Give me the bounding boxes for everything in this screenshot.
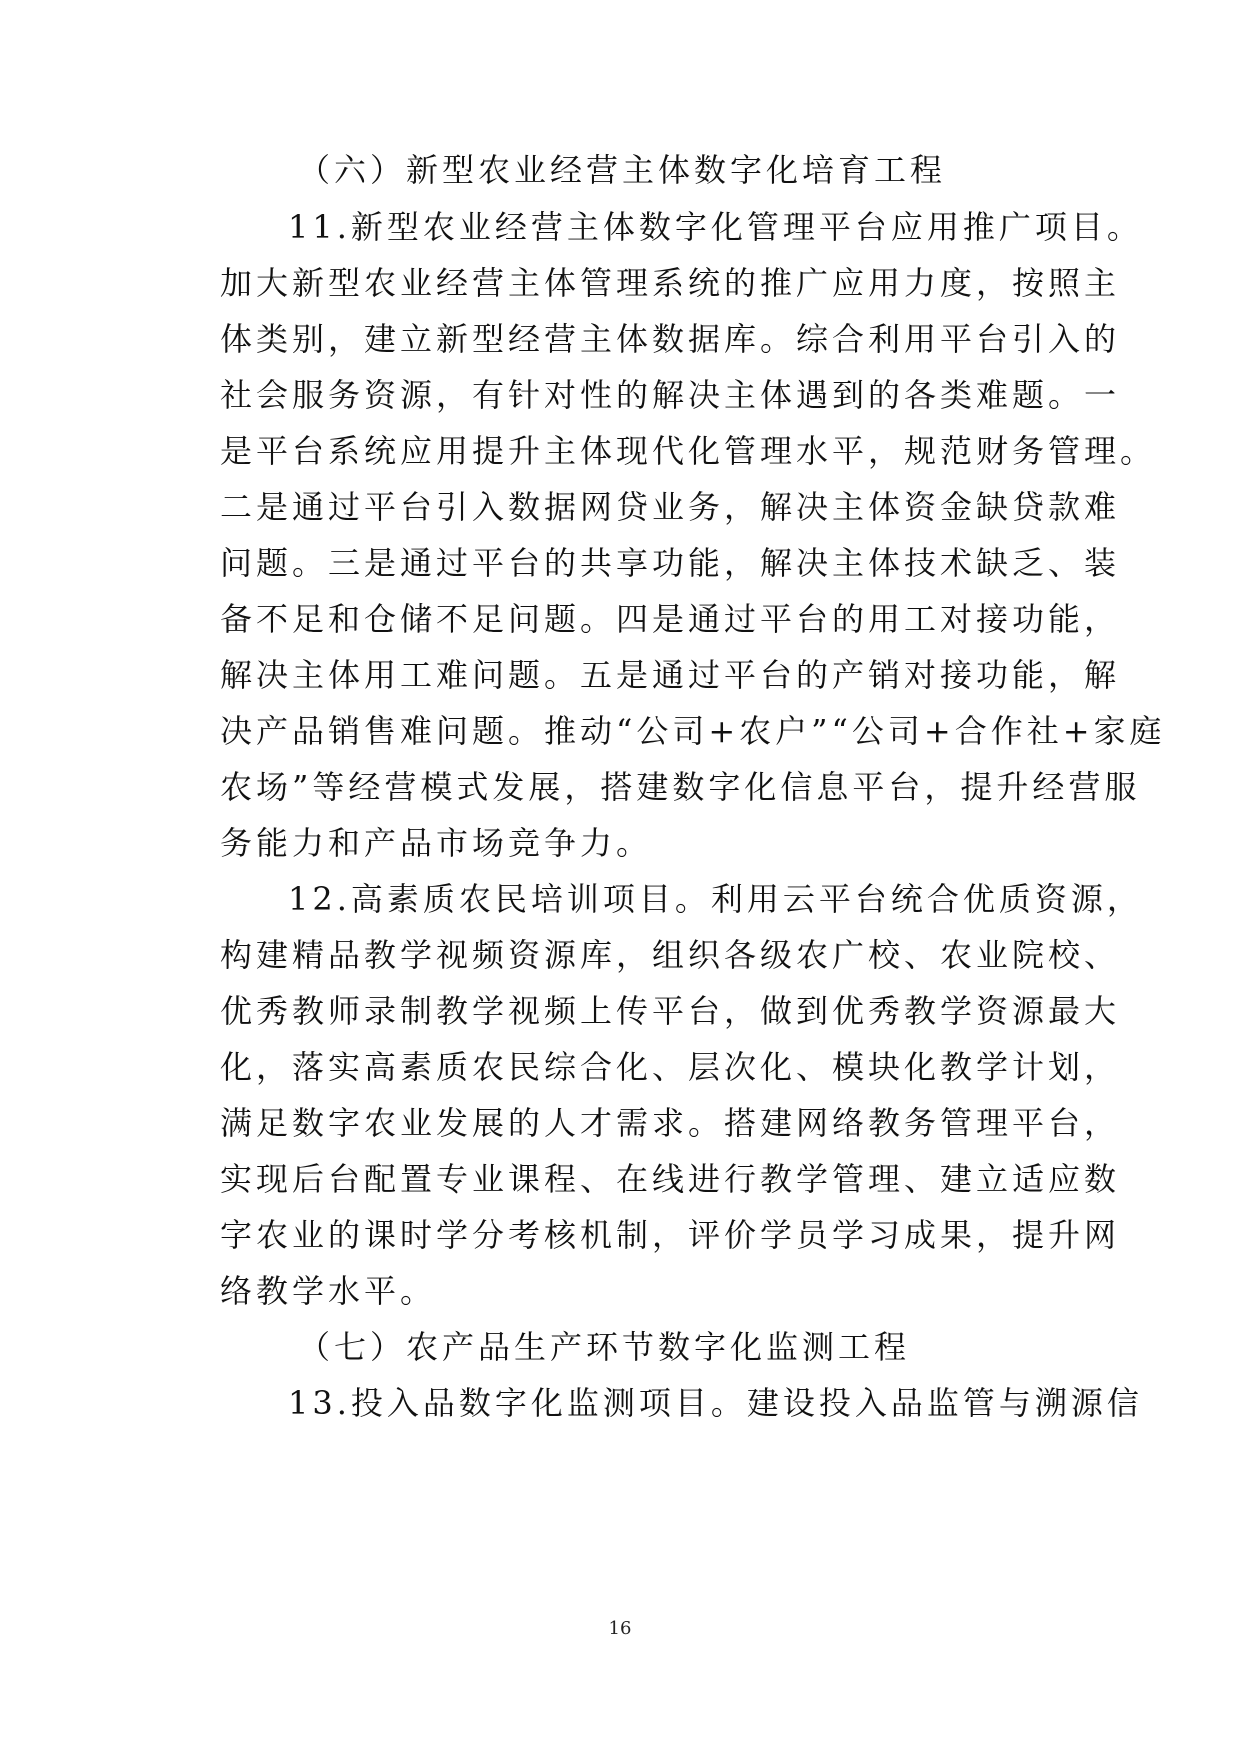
section-heading-6: （六）新型农业经营主体数字化培育工程 bbox=[298, 151, 947, 189]
item-11-line-11: 农场”等经营模式发展，搭建数字化信息平台，提升经营服 bbox=[220, 768, 1141, 806]
item-11-line-7: 问题。三是通过平台的共享功能，解决主体技术缺乏、装 bbox=[220, 544, 1121, 582]
item-11-line-4: 社会服务资源，有针对性的解决主体遇到的各类难题。一 bbox=[220, 376, 1121, 414]
item-11-line-12: 务能力和产品市场竞争力。 bbox=[220, 824, 653, 862]
item-12-line-7: 字农业的课时学分考核机制，评价学员学习成果，提升网 bbox=[220, 1216, 1121, 1254]
section-heading-7: （七）农产品生产环节数字化监测工程 bbox=[298, 1328, 911, 1366]
item-11-line-2: 加大新型农业经营主体管理系统的推广应用力度，按照主 bbox=[220, 264, 1121, 302]
item-13-line-1: 13.投入品数字化监测项目。建设投入品监管与溯源信 bbox=[288, 1384, 1143, 1422]
item-12-line-5: 满足数字农业发展的人才需求。搭建网络教务管理平台， bbox=[220, 1104, 1121, 1142]
item-11-line-5: 是平台系统应用提升主体现代化管理水平，规范财务管理。 bbox=[220, 432, 1157, 470]
item-11-line-8: 备不足和仓储不足问题。四是通过平台的用工对接功能， bbox=[220, 600, 1121, 638]
item-12-line-4: 化，落实高素质农民综合化、层次化、模块化教学计划， bbox=[220, 1048, 1121, 1086]
item-12-line-1: 12.高素质农民培训项目。利用云平台统合优质资源， bbox=[288, 880, 1143, 918]
page-number: 16 bbox=[608, 1618, 632, 1639]
item-11-line-9: 解决主体用工难问题。五是通过平台的产销对接功能，解 bbox=[220, 656, 1121, 694]
item-11-line-6: 二是通过平台引入数据网贷业务，解决主体资金缺贷款难 bbox=[220, 488, 1121, 526]
item-12-line-6: 实现后台配置专业课程、在线进行教学管理、建立适应数 bbox=[220, 1160, 1121, 1198]
item-12-line-2: 构建精品教学视频资源库，组织各级农广校、农业院校、 bbox=[220, 936, 1121, 974]
item-11-line-1: 11.新型农业经营主体数字化管理平台应用推广项目。 bbox=[288, 208, 1143, 246]
item-12-line-3: 优秀教师录制教学视频上传平台，做到优秀教学资源最大 bbox=[220, 992, 1121, 1030]
item-11-line-10: 决产品销售难问题。推动“公司+农户”“公司+合作社+家庭 bbox=[220, 712, 1166, 750]
item-11-line-3: 体类别，建立新型经营主体数据库。综合利用平台引入的 bbox=[220, 320, 1121, 358]
item-12-line-8: 络教学水平。 bbox=[220, 1272, 437, 1310]
